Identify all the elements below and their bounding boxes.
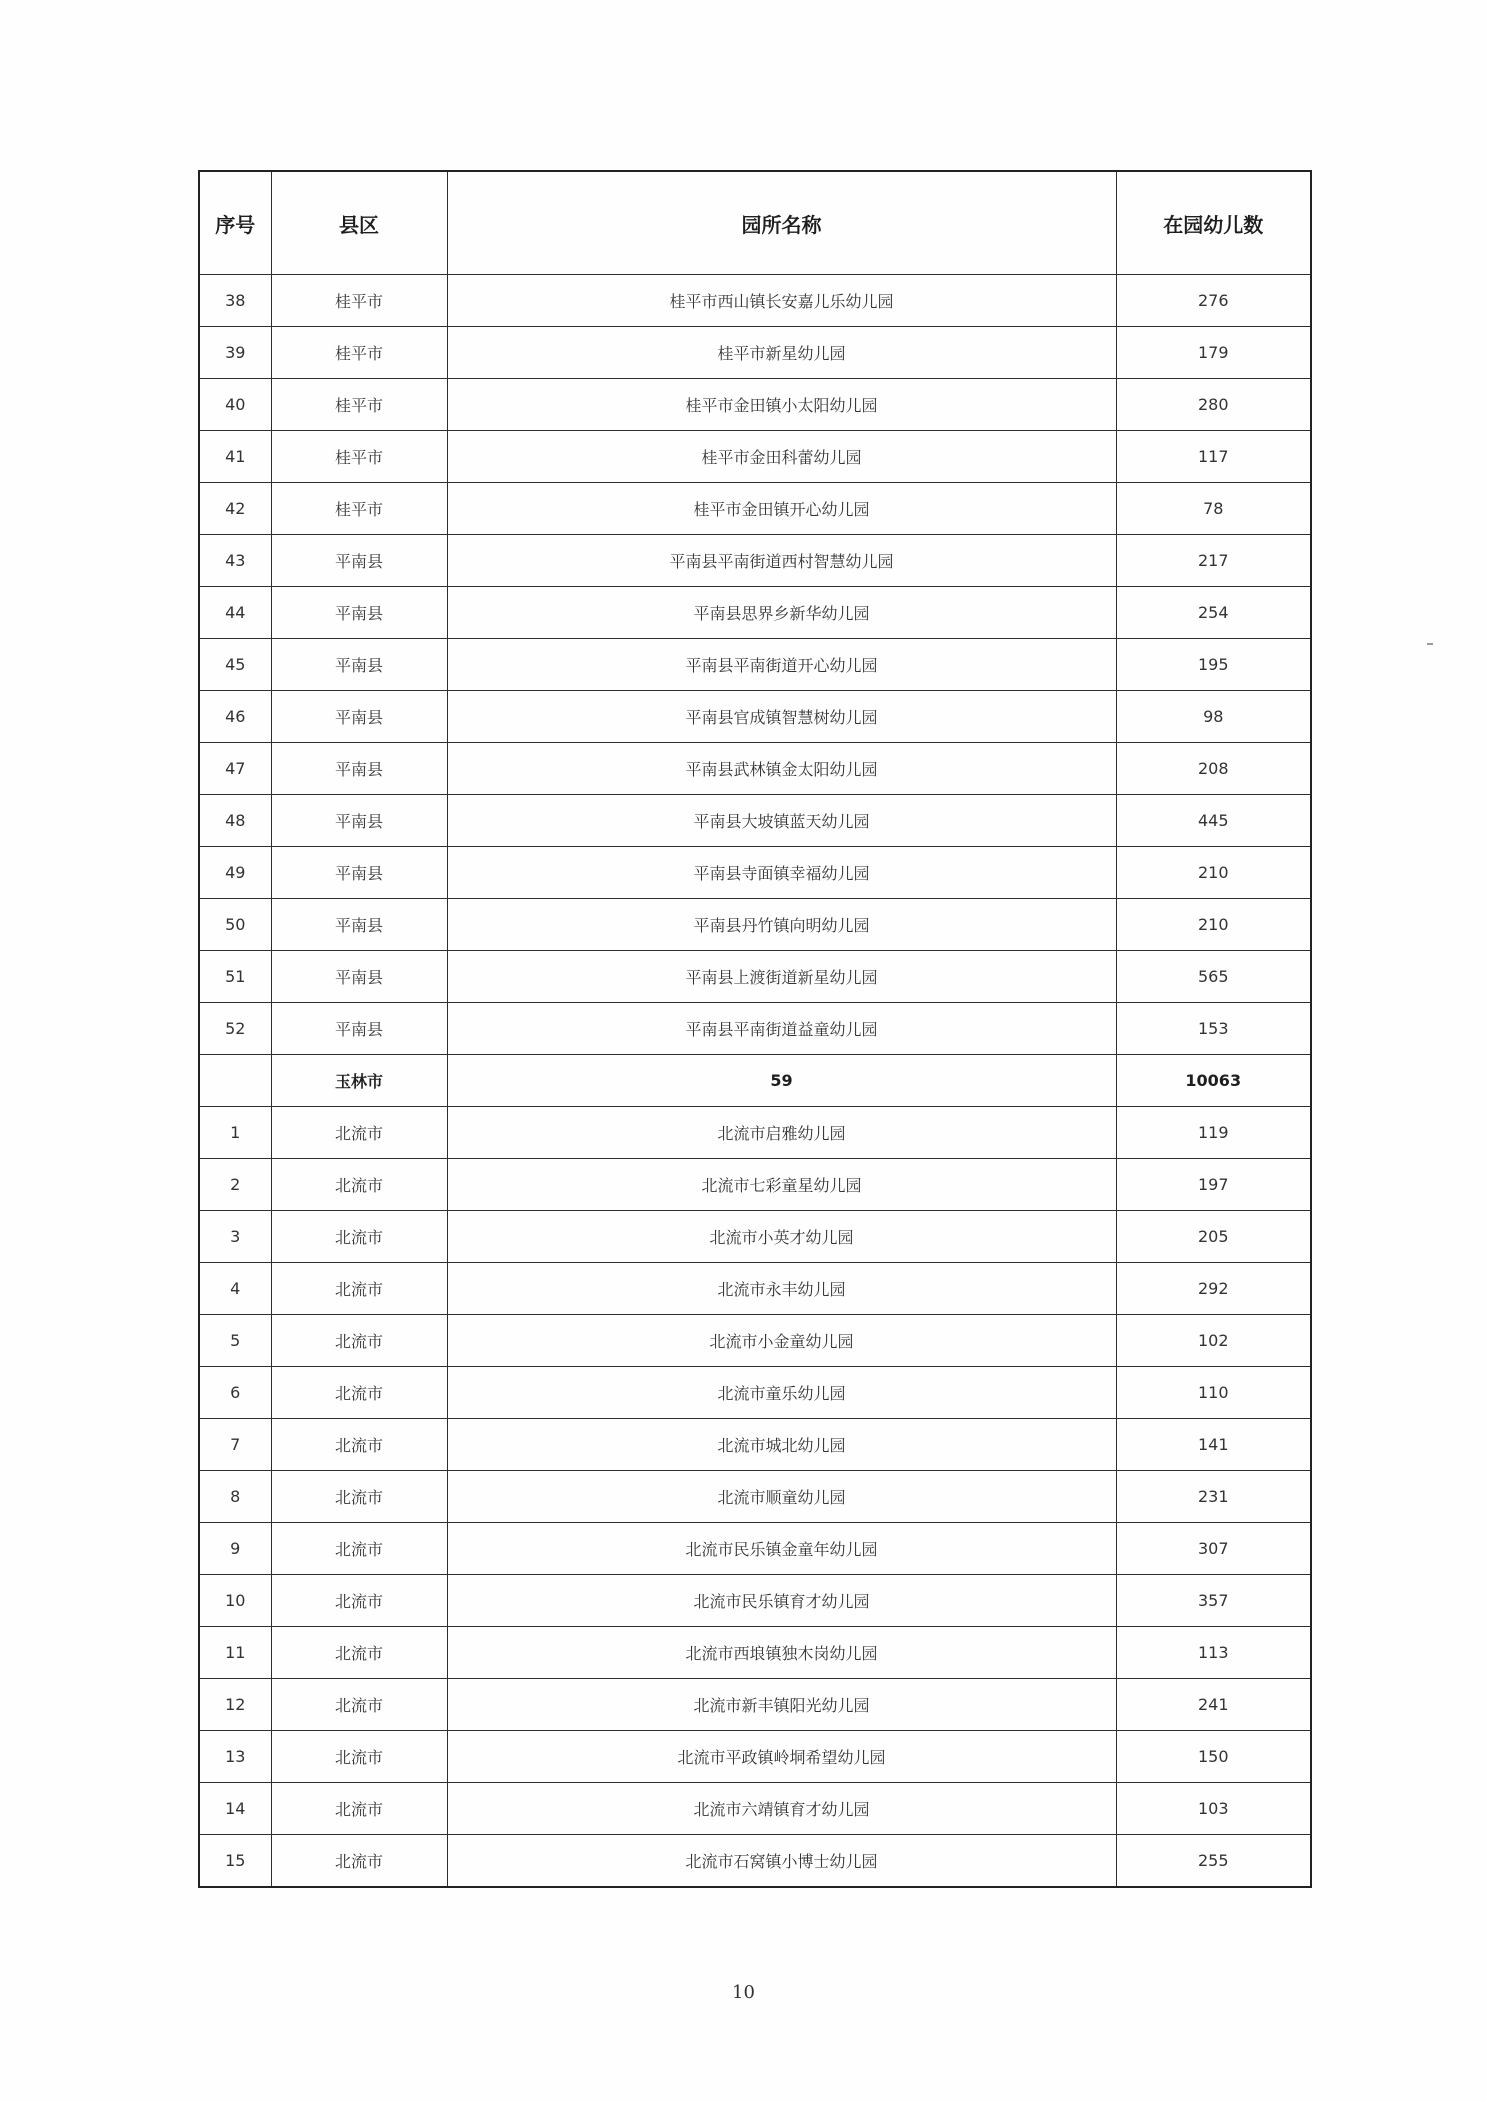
table-row	[199, 327, 1311, 379]
table-row	[199, 639, 1311, 691]
cell-kindergarten-name: 59	[447, 1055, 1116, 1107]
table-row	[199, 431, 1311, 483]
cell-enrolled-count: 10063	[1116, 1055, 1311, 1107]
cell-county: 北流市	[271, 1523, 447, 1575]
cell-kindergarten-name: 平南县官成镇智慧树幼儿园	[447, 691, 1116, 743]
cell-index: 2	[199, 1159, 271, 1211]
table-row	[199, 1783, 1311, 1835]
cell-county: 北流市	[271, 1419, 447, 1471]
cell-index: 6	[199, 1367, 271, 1419]
table-row	[199, 1523, 1311, 1575]
cell-index: 13	[199, 1731, 271, 1783]
cell-enrolled-count: 150	[1116, 1731, 1311, 1783]
cell-kindergarten-name: 北流市西埌镇独木岗幼儿园	[447, 1627, 1116, 1679]
cell-kindergarten-name: 平南县平南街道开心幼儿园	[447, 639, 1116, 691]
cell-county: 北流市	[271, 1783, 447, 1835]
cell-county: 平南县	[271, 691, 447, 743]
cell-county: 北流市	[271, 1575, 447, 1627]
cell-enrolled-count: 276	[1116, 275, 1311, 327]
cell-enrolled-count: 119	[1116, 1107, 1311, 1159]
cell-kindergarten-name: 北流市小英才幼儿园	[447, 1211, 1116, 1263]
cell-index: 39	[199, 327, 271, 379]
table-row	[199, 275, 1311, 327]
subtotal-row	[199, 1055, 1311, 1107]
cell-county: 桂平市	[271, 483, 447, 535]
cell-county: 平南县	[271, 1003, 447, 1055]
cell-enrolled-count: 113	[1116, 1627, 1311, 1679]
cell-county: 北流市	[271, 1263, 447, 1315]
cell-enrolled-count: 179	[1116, 327, 1311, 379]
cell-index: 9	[199, 1523, 271, 1575]
cell-enrolled-count: 445	[1116, 795, 1311, 847]
cell-enrolled-count: 110	[1116, 1367, 1311, 1419]
cell-index: 38	[199, 275, 271, 327]
table-row	[199, 1315, 1311, 1367]
cell-index: 4	[199, 1263, 271, 1315]
cell-county: 北流市	[271, 1211, 447, 1263]
cell-kindergarten-name: 桂平市金田镇开心幼儿园	[447, 483, 1116, 535]
table-row	[199, 743, 1311, 795]
cell-index: 48	[199, 795, 271, 847]
cell-county: 平南县	[271, 899, 447, 951]
table-row	[199, 1575, 1311, 1627]
cell-index: 41	[199, 431, 271, 483]
cell-kindergarten-name: 平南县大坡镇蓝天幼儿园	[447, 795, 1116, 847]
table-row	[199, 1159, 1311, 1211]
cell-county: 北流市	[271, 1471, 447, 1523]
cell-index: 51	[199, 951, 271, 1003]
cell-index: 1	[199, 1107, 271, 1159]
table-row	[199, 899, 1311, 951]
table-row	[199, 1471, 1311, 1523]
cell-county: 平南县	[271, 847, 447, 899]
cell-index: 46	[199, 691, 271, 743]
cell-index	[199, 1055, 271, 1107]
header-kindergarten-name: 园所名称	[447, 171, 1116, 275]
table-row	[199, 1003, 1311, 1055]
cell-enrolled-count: 208	[1116, 743, 1311, 795]
cell-enrolled-count: 78	[1116, 483, 1311, 535]
cell-enrolled-count: 255	[1116, 1835, 1311, 1888]
cell-index: 15	[199, 1835, 271, 1888]
cell-kindergarten-name: 平南县平南街道西村智慧幼儿园	[447, 535, 1116, 587]
table-row	[199, 1731, 1311, 1783]
cell-enrolled-count: 117	[1116, 431, 1311, 483]
cell-index: 49	[199, 847, 271, 899]
table-row	[199, 951, 1311, 1003]
cell-kindergarten-name: 北流市小金童幼儿园	[447, 1315, 1116, 1367]
cell-index: 52	[199, 1003, 271, 1055]
cell-enrolled-count: 195	[1116, 639, 1311, 691]
cell-enrolled-count: 153	[1116, 1003, 1311, 1055]
cell-index: 47	[199, 743, 271, 795]
cell-kindergarten-name: 桂平市新星幼儿园	[447, 327, 1116, 379]
table-row	[199, 847, 1311, 899]
cell-kindergarten-name: 平南县丹竹镇向明幼儿园	[447, 899, 1116, 951]
cell-county: 平南县	[271, 639, 447, 691]
cell-county: 桂平市	[271, 275, 447, 327]
cell-index: 45	[199, 639, 271, 691]
cell-kindergarten-name: 北流市启雅幼儿园	[447, 1107, 1116, 1159]
cell-county: 北流市	[271, 1731, 447, 1783]
table-row	[199, 1679, 1311, 1731]
cell-enrolled-count: 103	[1116, 1783, 1311, 1835]
table-body	[199, 275, 1311, 1888]
cell-enrolled-count: 102	[1116, 1315, 1311, 1367]
cell-county: 北流市	[271, 1159, 447, 1211]
cell-enrolled-count: 292	[1116, 1263, 1311, 1315]
cell-kindergarten-name: 北流市童乐幼儿园	[447, 1367, 1116, 1419]
cell-index: 50	[199, 899, 271, 951]
cell-kindergarten-name: 平南县平南街道益童幼儿园	[447, 1003, 1116, 1055]
cell-enrolled-count: 205	[1116, 1211, 1311, 1263]
cell-enrolled-count: 241	[1116, 1679, 1311, 1731]
cell-index: 14	[199, 1783, 271, 1835]
table-row	[199, 1835, 1311, 1888]
cell-kindergarten-name: 北流市七彩童星幼儿园	[447, 1159, 1116, 1211]
cell-enrolled-count: 197	[1116, 1159, 1311, 1211]
cell-kindergarten-name: 北流市新丰镇阳光幼儿园	[447, 1679, 1116, 1731]
table-row	[199, 691, 1311, 743]
cell-county: 桂平市	[271, 327, 447, 379]
header-index: 序号	[199, 171, 271, 275]
cell-enrolled-count: 565	[1116, 951, 1311, 1003]
table-row	[199, 587, 1311, 639]
cell-enrolled-count: 307	[1116, 1523, 1311, 1575]
cell-county: 平南县	[271, 535, 447, 587]
cell-county: 北流市	[271, 1627, 447, 1679]
cell-kindergarten-name: 北流市民乐镇育才幼儿园	[447, 1575, 1116, 1627]
cell-kindergarten-name: 北流市平政镇岭垌希望幼儿园	[447, 1731, 1116, 1783]
cell-index: 5	[199, 1315, 271, 1367]
cell-kindergarten-name: 北流市六靖镇育才幼儿园	[447, 1783, 1116, 1835]
cell-county: 北流市	[271, 1835, 447, 1888]
cell-enrolled-count: 231	[1116, 1471, 1311, 1523]
cell-enrolled-count: 217	[1116, 535, 1311, 587]
table-row	[199, 1211, 1311, 1263]
table-row	[199, 1367, 1311, 1419]
kindergarten-table	[198, 170, 1312, 1888]
cell-county: 北流市	[271, 1107, 447, 1159]
cell-kindergarten-name: 桂平市金田镇小太阳幼儿园	[447, 379, 1116, 431]
page-number: 10	[732, 1982, 755, 2003]
table-header-row	[199, 171, 1311, 275]
cell-kindergarten-name: 桂平市西山镇长安嘉儿乐幼儿园	[447, 275, 1116, 327]
table-row	[199, 1107, 1311, 1159]
cell-index: 40	[199, 379, 271, 431]
cell-kindergarten-name: 北流市石窝镇小博士幼儿园	[447, 1835, 1116, 1888]
table-row	[199, 535, 1311, 587]
cell-index: 10	[199, 1575, 271, 1627]
table-row	[199, 1419, 1311, 1471]
cell-kindergarten-name: 北流市永丰幼儿园	[447, 1263, 1116, 1315]
cell-county: 平南县	[271, 587, 447, 639]
cell-index: 43	[199, 535, 271, 587]
cell-enrolled-count: 357	[1116, 1575, 1311, 1627]
cell-kindergarten-name: 北流市城北幼儿园	[447, 1419, 1116, 1471]
table-row	[199, 483, 1311, 535]
header-county: 县区	[271, 171, 447, 275]
cell-county: 平南县	[271, 951, 447, 1003]
cell-county: 平南县	[271, 743, 447, 795]
cell-index: 8	[199, 1471, 271, 1523]
cell-county: 北流市	[271, 1367, 447, 1419]
cell-enrolled-count: 210	[1116, 847, 1311, 899]
cell-county: 桂平市	[271, 431, 447, 483]
cell-enrolled-count: 280	[1116, 379, 1311, 431]
table-row	[199, 1263, 1311, 1315]
scan-artifact	[1427, 643, 1433, 645]
cell-kindergarten-name: 平南县寺面镇幸福幼儿园	[447, 847, 1116, 899]
cell-index: 12	[199, 1679, 271, 1731]
cell-enrolled-count: 98	[1116, 691, 1311, 743]
header-enrolled-count: 在园幼儿数	[1116, 171, 1311, 275]
cell-county: 玉林市	[271, 1055, 447, 1107]
cell-index: 11	[199, 1627, 271, 1679]
cell-index: 44	[199, 587, 271, 639]
cell-county: 平南县	[271, 795, 447, 847]
cell-index: 42	[199, 483, 271, 535]
cell-county: 北流市	[271, 1315, 447, 1367]
cell-kindergarten-name: 北流市顺童幼儿园	[447, 1471, 1116, 1523]
table-row	[199, 379, 1311, 431]
cell-kindergarten-name: 桂平市金田科蕾幼儿园	[447, 431, 1116, 483]
cell-enrolled-count: 141	[1116, 1419, 1311, 1471]
cell-kindergarten-name: 平南县武林镇金太阳幼儿园	[447, 743, 1116, 795]
cell-kindergarten-name: 平南县上渡街道新星幼儿园	[447, 951, 1116, 1003]
cell-enrolled-count: 210	[1116, 899, 1311, 951]
cell-kindergarten-name: 平南县思界乡新华幼儿园	[447, 587, 1116, 639]
cell-county: 桂平市	[271, 379, 447, 431]
table-row	[199, 795, 1311, 847]
cell-index: 7	[199, 1419, 271, 1471]
table-row	[199, 1627, 1311, 1679]
cell-county: 北流市	[271, 1679, 447, 1731]
cell-index: 3	[199, 1211, 271, 1263]
cell-kindergarten-name: 北流市民乐镇金童年幼儿园	[447, 1523, 1116, 1575]
cell-enrolled-count: 254	[1116, 587, 1311, 639]
